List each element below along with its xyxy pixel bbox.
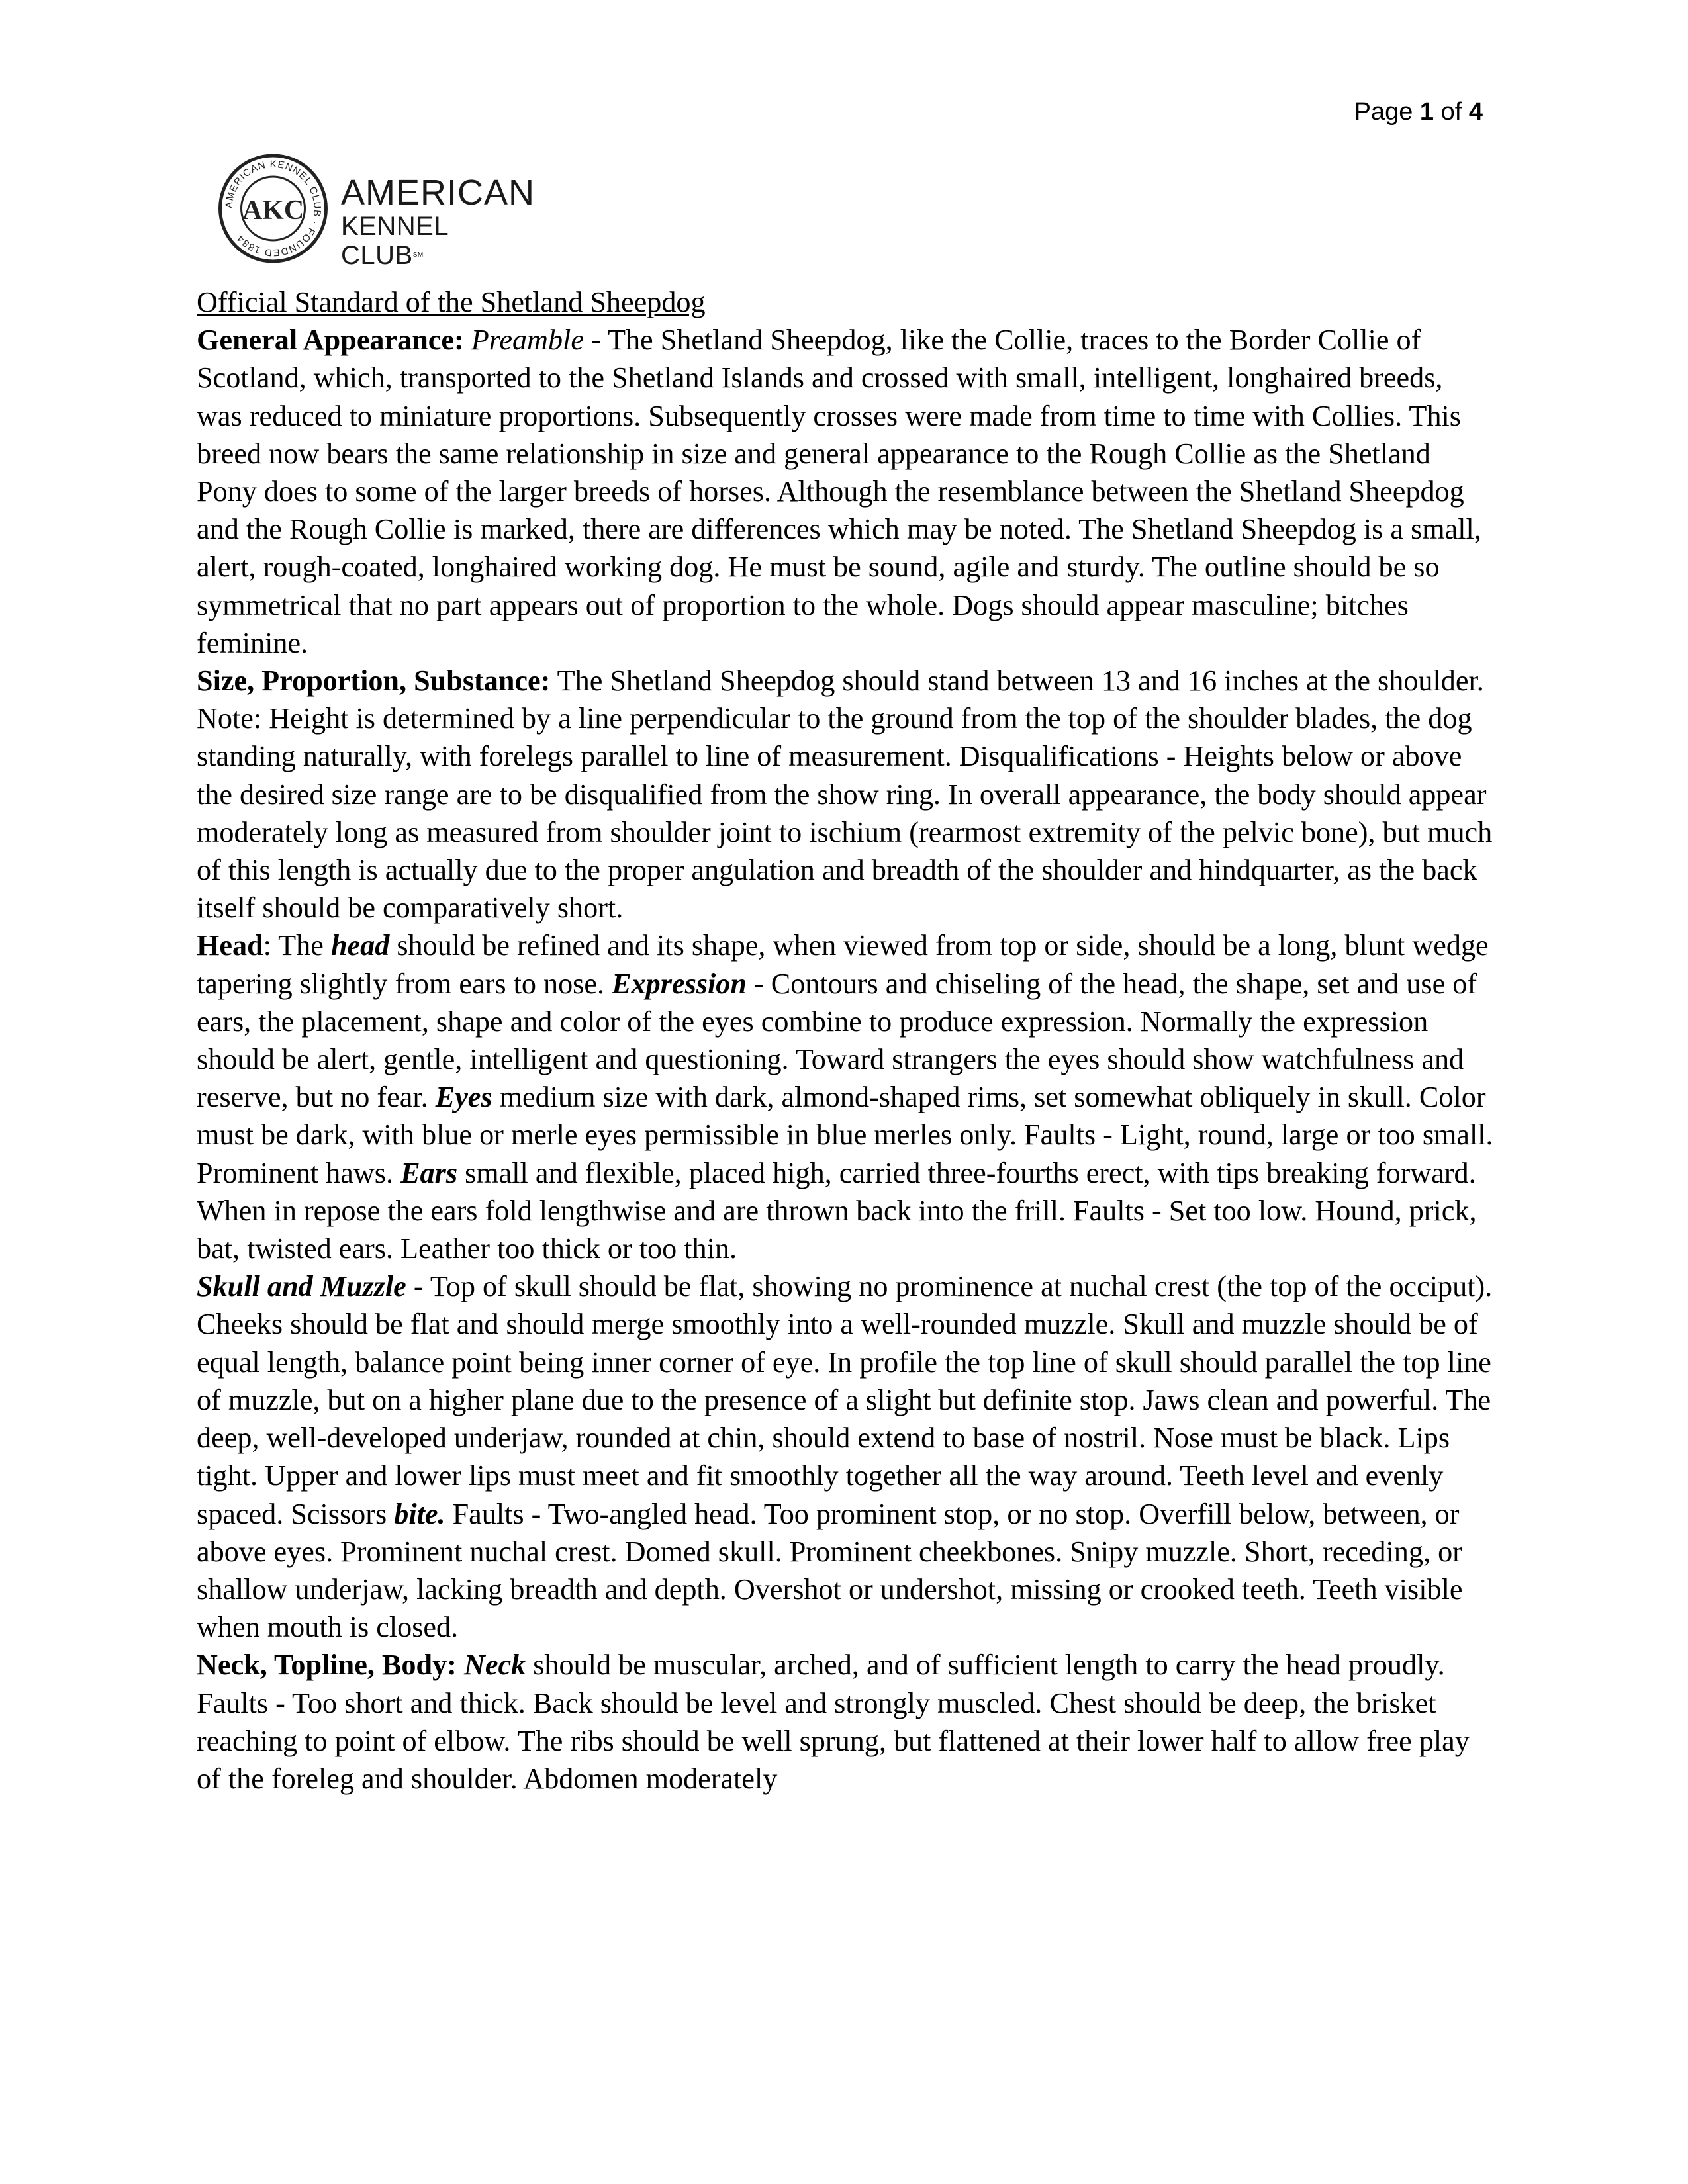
page-number-prefix: Page bbox=[1354, 98, 1420, 126]
seal-ring-text: AMERICAN KENNEL CLUB · FOUNDED 1884 bbox=[223, 158, 323, 259]
emphasis-run: bite. bbox=[394, 1497, 445, 1530]
emphasis-run: Eyes bbox=[435, 1081, 492, 1114]
akc-logo bbox=[215, 152, 536, 270]
emphasis-run: Neck bbox=[463, 1649, 526, 1682]
page-number-total: 4 bbox=[1468, 98, 1483, 126]
emphasis-run: Preamble bbox=[471, 324, 584, 357]
text-run: medium size with dark, almond-shaped rims, set somewhat obliquely in skull. Color must be dark, with blue or merle eyes permissible in blue merles only. Faults - Light, round, large or too small. Prominent haws. bbox=[197, 1081, 1493, 1189]
text-run: - The Shetland Sheepdog, like the Collie, traces to the Border Collie of Scotland, which, transported to the Shetland Islands and crossed with small, intelligent, longhaired breeds, was reduced to miniature proportions. Subsequently crosses were made from time to time with Collies. This breed now bears the same relationship in size and general appearance to the Rough Collie as the Shetland Pony does to some of the larger breeds of horses. Although the resemblance between the Shetland Sheepdog and the Rough Collie is marked, there are differences which may be noted. The Shetland Sheepdog is a small, alert, rough-coated, longhaired working dog. He must be sound, agile and sturdy. The outline should be so symmetrical that no part appears out of proportion to the whole. Dogs should appear masculine; bitches feminine. bbox=[197, 324, 1481, 659]
logo-kennel-club-text: KENNEL CLUB bbox=[341, 212, 448, 270]
text-run: small and flexible, placed high, carried three-fourths erect, with tips breaking forward. When in repose the ears fold lengthwise and are thrown back into the frill. Faults - Set too low. Hound, prick, bat, twisted ears. Leather too thick or too thin. bbox=[197, 1156, 1477, 1265]
logo-line-american: AMERICAN bbox=[341, 173, 536, 212]
section-skull-and-muzzle bbox=[197, 1267, 1494, 1646]
text-run: The Shetland Sheepdog should stand between 13 and 16 inches at the shoulder. Note: Height is determined by a line perpendicular to the ground from the top of the shoulder blades, the dog standing naturally, with forelegs parallel to line of measurement. Disqualifications - Heights below or above the desired size range are to be disqualified from the show ring. In overall appearance, the body should appear moderately long as measured from shoulder joint to ischium (rearmost extremity of the pelvic bone), but much of this length is actually due to the proper angulation and breadth of the shoulder and hindquarter, as the back itself should be comparatively short. bbox=[197, 664, 1493, 925]
emphasis-run: General Appearance: bbox=[197, 324, 471, 357]
emphasis-run: Head bbox=[197, 929, 263, 962]
text-run: should be muscular, arched, and of sufficient length to carry the head proudly. Faults - Too short and thick. Back should be level and strongly muscled. Chest should be deep, the brisket reaching to point of elbow. The ribs should be well sprung, but flattened at their lower half to allow free play of the foreleg and shoulder. Abdomen moderately bbox=[197, 1649, 1470, 1795]
emphasis-run: head bbox=[330, 929, 390, 962]
text-run: Faults - Two-angled head. Too prominent stop, or no stop. Overfill below, between, or above eyes. Prominent nuchal crest. Domed skull. Prominent cheekbones. Snipy muzzle. Short, receding, or shallow underjaw, lacking breadth and depth. Overshot or undershot, missing or crooked teeth. Teeth visible when mouth is closed. bbox=[197, 1497, 1463, 1644]
emphasis-run: Size, Proportion, Substance: bbox=[197, 664, 551, 698]
page-number-current: 1 bbox=[1419, 98, 1434, 126]
document-sections bbox=[197, 321, 1494, 1797]
logo-service-mark: SM bbox=[412, 251, 424, 259]
text-run: should be refined and its shape, when viewed from top or side, should be a long, blunt wedge tapering slightly from ears to nose. bbox=[197, 929, 1489, 1000]
text-run: - Top of skull should be flat, showing no prominence at nuchal crest (the top of the occiput). Cheeks should be flat and should merge smoothly into a well-rounded muzzle. Skull and muzzle should be of equal length, balance point being inner corner of eye. In profile the top line of skull should parallel the top line of muzzle, but on a higher plane due to the presence of a slight but definite stop. Jaws clean and powerful. The deep, well-developed underjaw, rounded at chin, should extend to base of nostril. Nose must be black. Lips tight. Upper and lower lips must meet and fit smoothly together all the way around. Teeth level and evenly spaced. Scissors bbox=[197, 1270, 1493, 1530]
text-run: : The bbox=[263, 929, 331, 962]
logo-wordmark bbox=[341, 173, 535, 270]
akc-seal-icon bbox=[215, 152, 331, 265]
page-number-middle: of bbox=[1434, 98, 1469, 126]
logo-line-kennel-club bbox=[341, 212, 535, 270]
document-title: Official Standard of the Shetland Sheepdog bbox=[197, 286, 706, 318]
section-neck-topline-body bbox=[197, 1646, 1494, 1797]
section-size-proportion-substance bbox=[197, 662, 1494, 927]
emphasis-run: Neck, Topline, Body: bbox=[197, 1649, 464, 1682]
emphasis-run: Expression bbox=[612, 967, 747, 1000]
section-head bbox=[197, 927, 1494, 1267]
standard-document bbox=[197, 283, 1494, 1797]
seal-monogram: AKC bbox=[242, 195, 305, 226]
text-run: - Contours and chiseling of the head, the shape, set and use of ears, the placement, shape and color of the eyes combine to produce expression. Normally the expression should be alert, gentle, intelligent and questioning. Toward strangers the eyes should show watchfulness and reserve, but no fear. bbox=[197, 967, 1477, 1114]
page-number bbox=[1354, 99, 1483, 124]
emphasis-run: Ears bbox=[400, 1156, 458, 1189]
emphasis-run: Skull and Muzzle bbox=[197, 1270, 406, 1303]
section-general-appearance bbox=[197, 321, 1494, 662]
